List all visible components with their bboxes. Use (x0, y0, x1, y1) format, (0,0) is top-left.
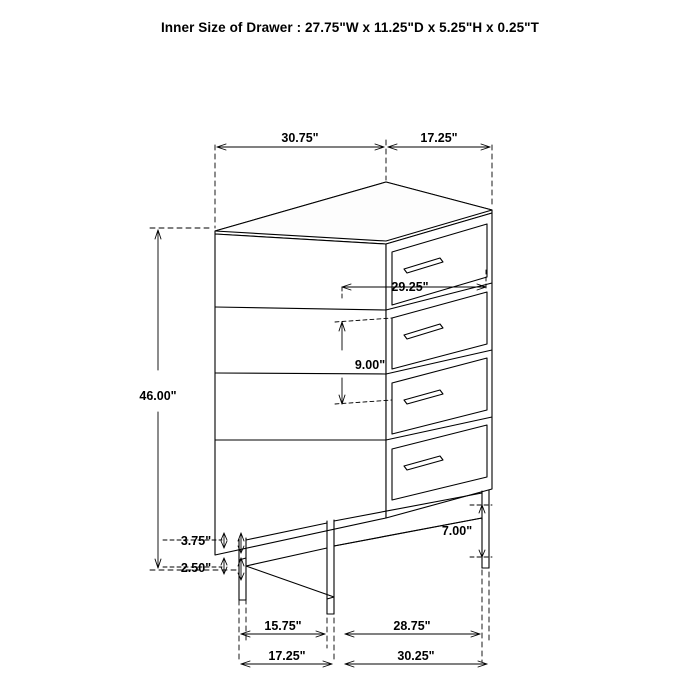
label-total-height: 46.00" (139, 389, 177, 403)
label-top-width-front: 30.75" (281, 131, 319, 145)
base-rail-cross-left (246, 566, 334, 597)
label-base-depth-inner: 15.75" (264, 619, 302, 633)
label-leg-upper-height: 3.75" (180, 534, 212, 548)
label-drawer-front-width: 29.25" (391, 280, 429, 294)
base-rail-joint (327, 597, 334, 599)
label-base-width-outer: 30.25" (397, 649, 435, 663)
label-drawer-height: 9.00" (354, 358, 386, 372)
leg-front-right (327, 520, 334, 614)
cabinet-front-face (215, 234, 386, 555)
label-leg-lower-height: 2.50" (180, 561, 212, 575)
base-rail-front-bottom (246, 548, 327, 566)
label-top-width-side: 17.25" (420, 131, 458, 145)
label-base-depth-outer: 17.25" (268, 649, 306, 663)
label-base-width-inner: 28.75" (393, 619, 431, 633)
page-title: Inner Size of Drawer : 27.75"W x 11.25"D x 5.25"H x 0.25"T (160, 20, 540, 35)
leg-rear-right (482, 490, 489, 568)
label-leg-side-height: 7.00" (441, 524, 473, 538)
